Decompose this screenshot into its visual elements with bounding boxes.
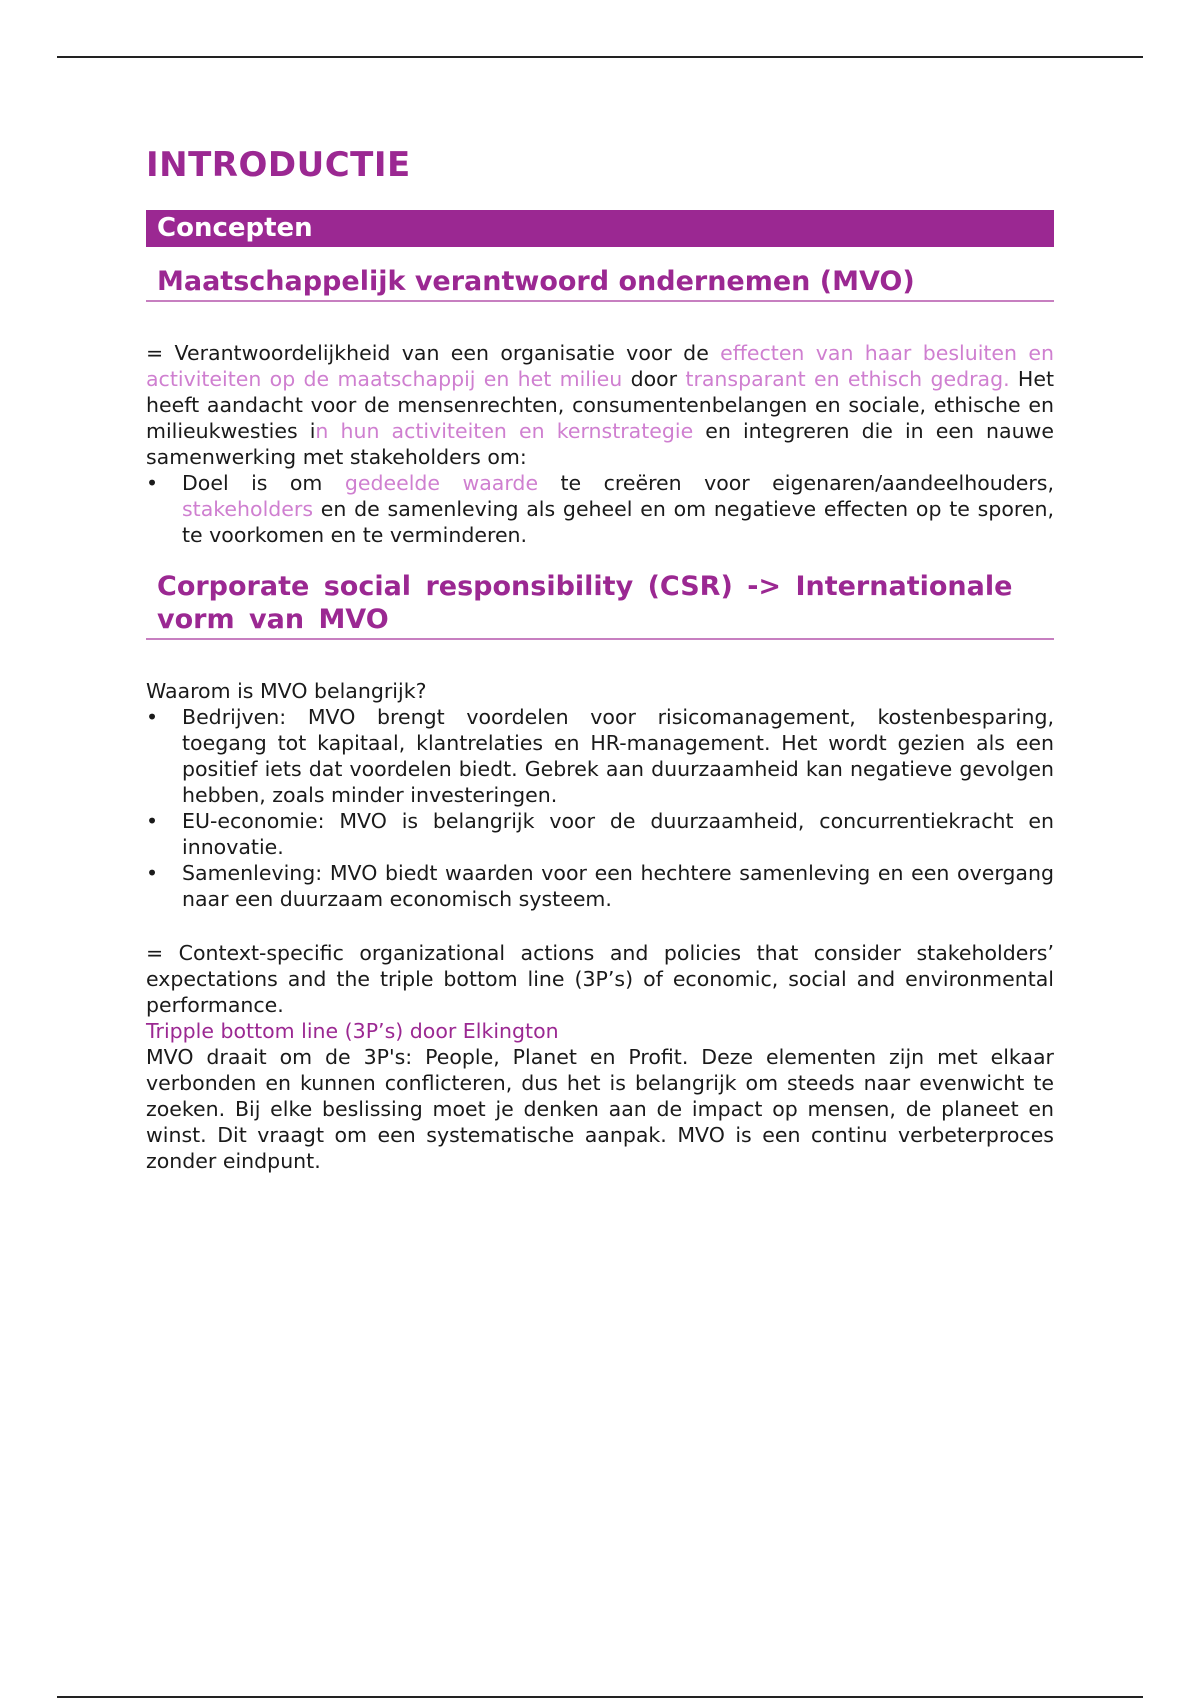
top-rule xyxy=(57,56,1143,58)
csr-question: Waarom is MVO belangrijk? xyxy=(146,679,427,703)
mvo-definition: = Verantwoordelijkheid van een organisatie voor de effecten van haar besluiten en activiteiten op de maatschappij en het milieu door transparant en ethisch gedrag. Het heeft aandacht voor de mensenrechten, consumentenbelangen en sociale, ethische en milieukwesties in hun activiteiten en kernstrategie en integreren die in een nauwe samenwerking met stakeholders om: xyxy=(146,341,1054,469)
list-item: • EU-economie: MVO is belangrijk voor de duurzaamheid, concurrentiekracht en innovatie. xyxy=(146,808,1054,860)
csr-definition: = Context-specific organizational actions and policies that consider stakeholders’ expectations and the triple bottom line (3P’s) of economic, social and environmental performance. xyxy=(146,941,1054,1017)
list-item: • Samenleving: MVO biedt waarden voor een hechtere samenleving en een overgang naar een duurzaam economisch systeem. xyxy=(146,860,1054,912)
highlight-activities: n hun activiteiten en kernstrategie xyxy=(315,419,694,443)
tbl-subheading: Tripple bottom line (3P’s) door Elkington xyxy=(146,1019,559,1043)
document-body xyxy=(146,140,1054,1174)
highlight-stakeholders: stakeholders xyxy=(182,497,313,521)
mvo-bullet-list xyxy=(146,470,1054,548)
section-bar-concepten: Concepten xyxy=(146,210,1054,247)
page-title: INTRODUCTIE xyxy=(146,145,411,185)
list-item: • Bedrijven: MVO brengt voordelen voor risicomanagement, kostenbesparing, toegang tot kapitaal, klantrelaties en HR-management. Het wordt gezien als een positief iets dat voordelen biedt. Gebrek aan duurzaamheid kan negatieve gevolgen hebben, zoals minder investeringen. xyxy=(146,704,1054,808)
csr-bullet-list xyxy=(146,704,1054,912)
highlight-transparent: transparant en ethisch gedrag. xyxy=(685,367,1010,391)
highlight-shared-value: gedeelde waarde xyxy=(344,471,539,495)
highlight-effects: effecten van haar besluiten en activiteiten op de maatschappij en het milieu xyxy=(146,341,1054,391)
bottom-rule xyxy=(57,1696,1143,1698)
heading-mvo: Maatschappelijk verantwoord ondernemen (MVO) xyxy=(146,265,1054,302)
tbl-paragraph: MVO draait om de 3P's: People, Planet en Profit. Deze elementen zijn met elkaar verbonden en kunnen conflicteren, dus het is belangrijk om steeds naar evenwicht te zoeken. Bij elke beslissing moet je denken aan de impact op mensen, de planeet en winst. Dit vraagt om een systematische aanpak. MVO is een continu verbeterproces zonder eindpunt. xyxy=(146,1045,1054,1173)
heading-csr: Corporate social responsibility (CSR) -> Internationale vorm van MVO xyxy=(146,570,1054,640)
list-item: • Doel is om gedeelde waarde te creëren voor eigenaren/aandeelhouders, stakeholders en de samenleving als geheel en om negatieve effecten op te sporen, te voorkomen en te verminderen. xyxy=(146,470,1054,548)
